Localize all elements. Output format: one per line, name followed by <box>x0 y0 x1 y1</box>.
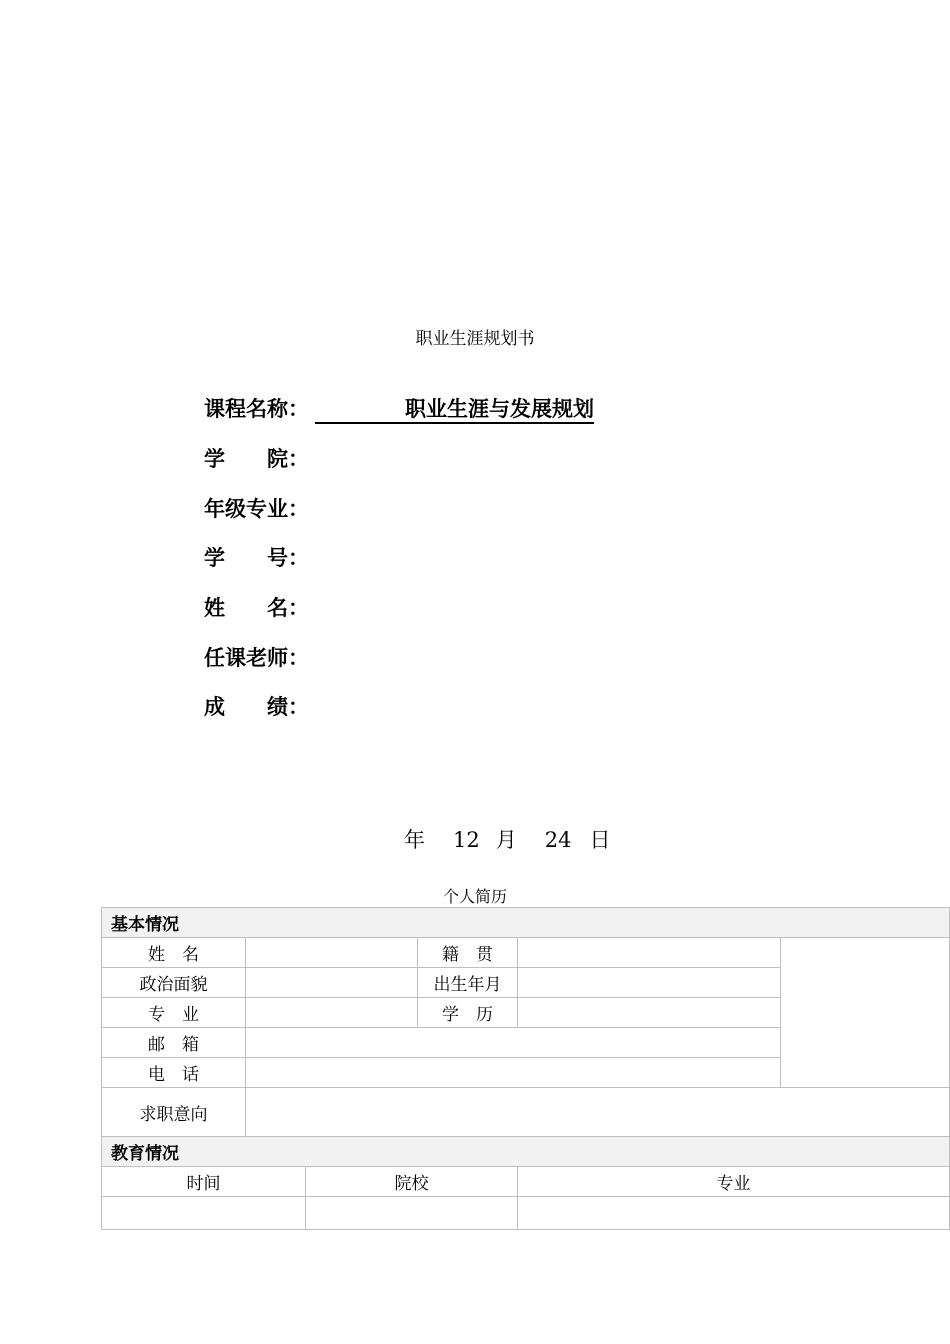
document-title: 职业生涯规划书 <box>415 329 535 349</box>
edu-school-value[interactable] <box>306 1197 518 1230</box>
edu-header-school: 院校 <box>306 1167 518 1197</box>
email-value[interactable] <box>246 1028 781 1058</box>
date-year-unit: 年 <box>404 828 425 852</box>
date-month-unit: 月 <box>495 828 517 852</box>
phone-value[interactable] <box>246 1058 781 1088</box>
major-value[interactable] <box>246 998 418 1028</box>
job-intention-value[interactable] <box>246 1088 950 1137</box>
resume-title: 个人简历 <box>442 887 507 906</box>
name-label: 姓 名： <box>204 595 309 620</box>
phone-label: 电 话 <box>102 1058 246 1088</box>
education-level-label: 学 历 <box>418 998 518 1028</box>
job-intention-label: 求职意向 <box>102 1088 246 1137</box>
student-id-label: 学 号： <box>204 545 309 570</box>
photo-cell <box>781 938 950 1088</box>
name-cell-value[interactable] <box>246 938 418 968</box>
birth-date-label: 出生年月 <box>418 968 518 998</box>
college-label: 学 院： <box>204 446 309 471</box>
birth-date-value[interactable] <box>518 968 781 998</box>
edu-header-major: 专业 <box>518 1167 950 1197</box>
date-day-unit: 日 <box>589 828 611 852</box>
native-place-value[interactable] <box>518 938 781 968</box>
education-section: 教育情况 <box>102 1137 950 1167</box>
name-cell-label: 姓 名 <box>102 938 246 968</box>
date-month: 12 <box>453 828 480 852</box>
major-label: 专 业 <box>102 998 246 1028</box>
email-label: 邮 箱 <box>102 1028 246 1058</box>
basic-info-section: 基本情况 <box>102 908 950 938</box>
education-level-value[interactable] <box>518 998 781 1028</box>
edu-time-value[interactable] <box>102 1197 306 1230</box>
score-label: 成 绩： <box>204 694 309 719</box>
date-day: 24 <box>544 828 572 852</box>
course-name-value: 职业生涯与发展规划 <box>315 394 594 424</box>
native-place-label: 籍 贯 <box>418 938 518 968</box>
edu-major-value[interactable] <box>518 1197 950 1230</box>
political-status-label: 政治面貌 <box>102 968 246 998</box>
course-name-label: 课程名称： <box>204 396 309 421</box>
date-line <box>404 824 610 854</box>
grade-major-label: 年级专业： <box>204 496 309 521</box>
resume-table <box>101 907 950 1230</box>
teacher-label: 任课老师： <box>204 645 309 670</box>
edu-header-time: 时间 <box>102 1167 306 1197</box>
political-status-value[interactable] <box>246 968 418 998</box>
